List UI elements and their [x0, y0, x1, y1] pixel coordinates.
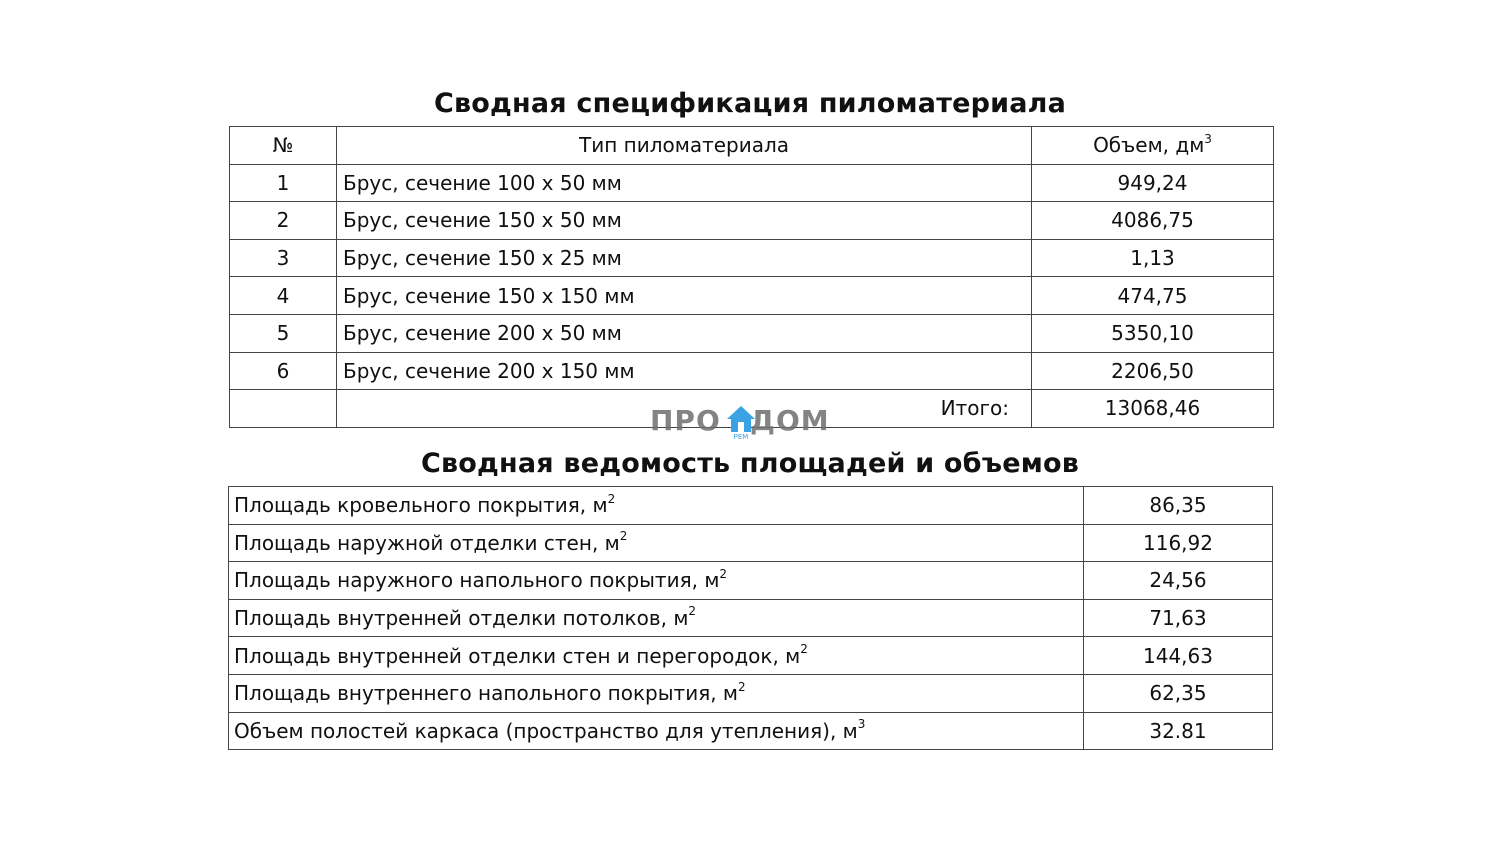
- area-value: 144,63: [1084, 637, 1273, 675]
- area-label: [229, 599, 1084, 637]
- row-num: 4: [230, 277, 337, 315]
- row-volume: 1,13: [1032, 239, 1274, 277]
- row-type: Брус, сечение 150 х 25 мм: [337, 239, 1032, 277]
- row-volume: 474,75: [1032, 277, 1274, 315]
- row-type: Брус, сечение 100 х 50 мм: [337, 164, 1032, 202]
- area-label-text: Площадь кровельного покрытия, м: [234, 493, 608, 518]
- areas-title: Сводная ведомость площадей и объемов: [420, 448, 1080, 479]
- logo-dom-text: ДОМ: [750, 404, 830, 437]
- row-volume: 949,24: [1032, 164, 1274, 202]
- row-num: 5: [230, 314, 337, 352]
- volume-value: 32.81: [1084, 712, 1273, 750]
- header-num: №: [230, 127, 337, 165]
- area-value: 71,63: [1084, 599, 1273, 637]
- area-label: [229, 637, 1084, 675]
- total-empty-cell: [230, 390, 337, 428]
- header-volume: [1032, 127, 1274, 165]
- area-label-text: Площадь внутренней отделки стен и перегородок, м: [234, 643, 801, 668]
- area-label: [229, 487, 1084, 525]
- area-label: [229, 674, 1084, 712]
- lumber-spec-table: [229, 126, 1274, 428]
- area-unit-sup: 3: [857, 717, 866, 732]
- area-value: 86,35: [1084, 487, 1273, 525]
- table-row: [230, 277, 1274, 315]
- row-num: 2: [230, 202, 337, 240]
- row-type: Брус, сечение 200 х 150 мм: [337, 352, 1032, 390]
- table-row: [230, 239, 1274, 277]
- logo-small-text: РЕМ: [733, 433, 749, 440]
- row-volume: 2206,50: [1032, 352, 1274, 390]
- area-unit-sup: 2: [738, 679, 746, 694]
- watermark-logo: [650, 404, 850, 444]
- row-num: 1: [230, 164, 337, 202]
- table-row: [229, 487, 1273, 525]
- total-value: 13068,46: [1032, 390, 1274, 428]
- area-unit-sup: 2: [607, 491, 616, 506]
- area-label-text: Площадь наружной отделки стен, м: [234, 530, 620, 555]
- area-label: [229, 524, 1084, 562]
- header-type: Тип пиломатериала: [337, 127, 1032, 165]
- table-row: [229, 562, 1273, 600]
- table-header-row: [230, 127, 1274, 165]
- area-unit-sup: 2: [719, 566, 728, 581]
- area-label-text: Площадь наружного напольного покрытия, м: [234, 568, 720, 593]
- table-row: [230, 352, 1274, 390]
- row-num: 3: [230, 239, 337, 277]
- table-row: [229, 674, 1273, 712]
- table-row: [229, 712, 1273, 750]
- table-row: [229, 599, 1273, 637]
- table-row: [229, 637, 1273, 675]
- row-volume: 5350,10: [1032, 314, 1274, 352]
- table-row: [230, 314, 1274, 352]
- table-row: [229, 524, 1273, 562]
- row-type: Брус, сечение 150 х 150 мм: [337, 277, 1032, 315]
- area-value: 116,92: [1084, 524, 1273, 562]
- table-row: [230, 164, 1274, 202]
- area-value: 62,35: [1084, 674, 1273, 712]
- row-type: Брус, сечение 150 х 50 мм: [337, 202, 1032, 240]
- row-volume: 4086,75: [1032, 202, 1274, 240]
- areas-table: [228, 486, 1273, 750]
- area-unit-sup: 2: [800, 642, 808, 657]
- table-row: [230, 202, 1274, 240]
- area-label-text: Объем полостей каркаса (пространство для утепления), м: [234, 718, 858, 743]
- area-value: 24,56: [1084, 562, 1273, 600]
- spec-title: Сводная спецификация пиломатериала: [433, 88, 1067, 119]
- header-volume-label: Объем, дм: [1093, 133, 1205, 158]
- row-num: 6: [230, 352, 337, 390]
- volume-label: [229, 712, 1084, 750]
- total-label: Итого:: [337, 390, 1032, 428]
- area-label: [229, 562, 1084, 600]
- area-label-text: Площадь внутреннего напольного покрытия, м: [234, 681, 739, 706]
- logo-pro-text: ПРО: [650, 404, 721, 437]
- area-unit-sup: 2: [619, 529, 628, 544]
- header-volume-sup: 3: [1204, 131, 1212, 146]
- area-label-text: Площадь внутренней отделки потолков, м: [234, 606, 689, 631]
- area-unit-sup: 2: [688, 604, 697, 619]
- row-type: Брус, сечение 200 х 50 мм: [337, 314, 1032, 352]
